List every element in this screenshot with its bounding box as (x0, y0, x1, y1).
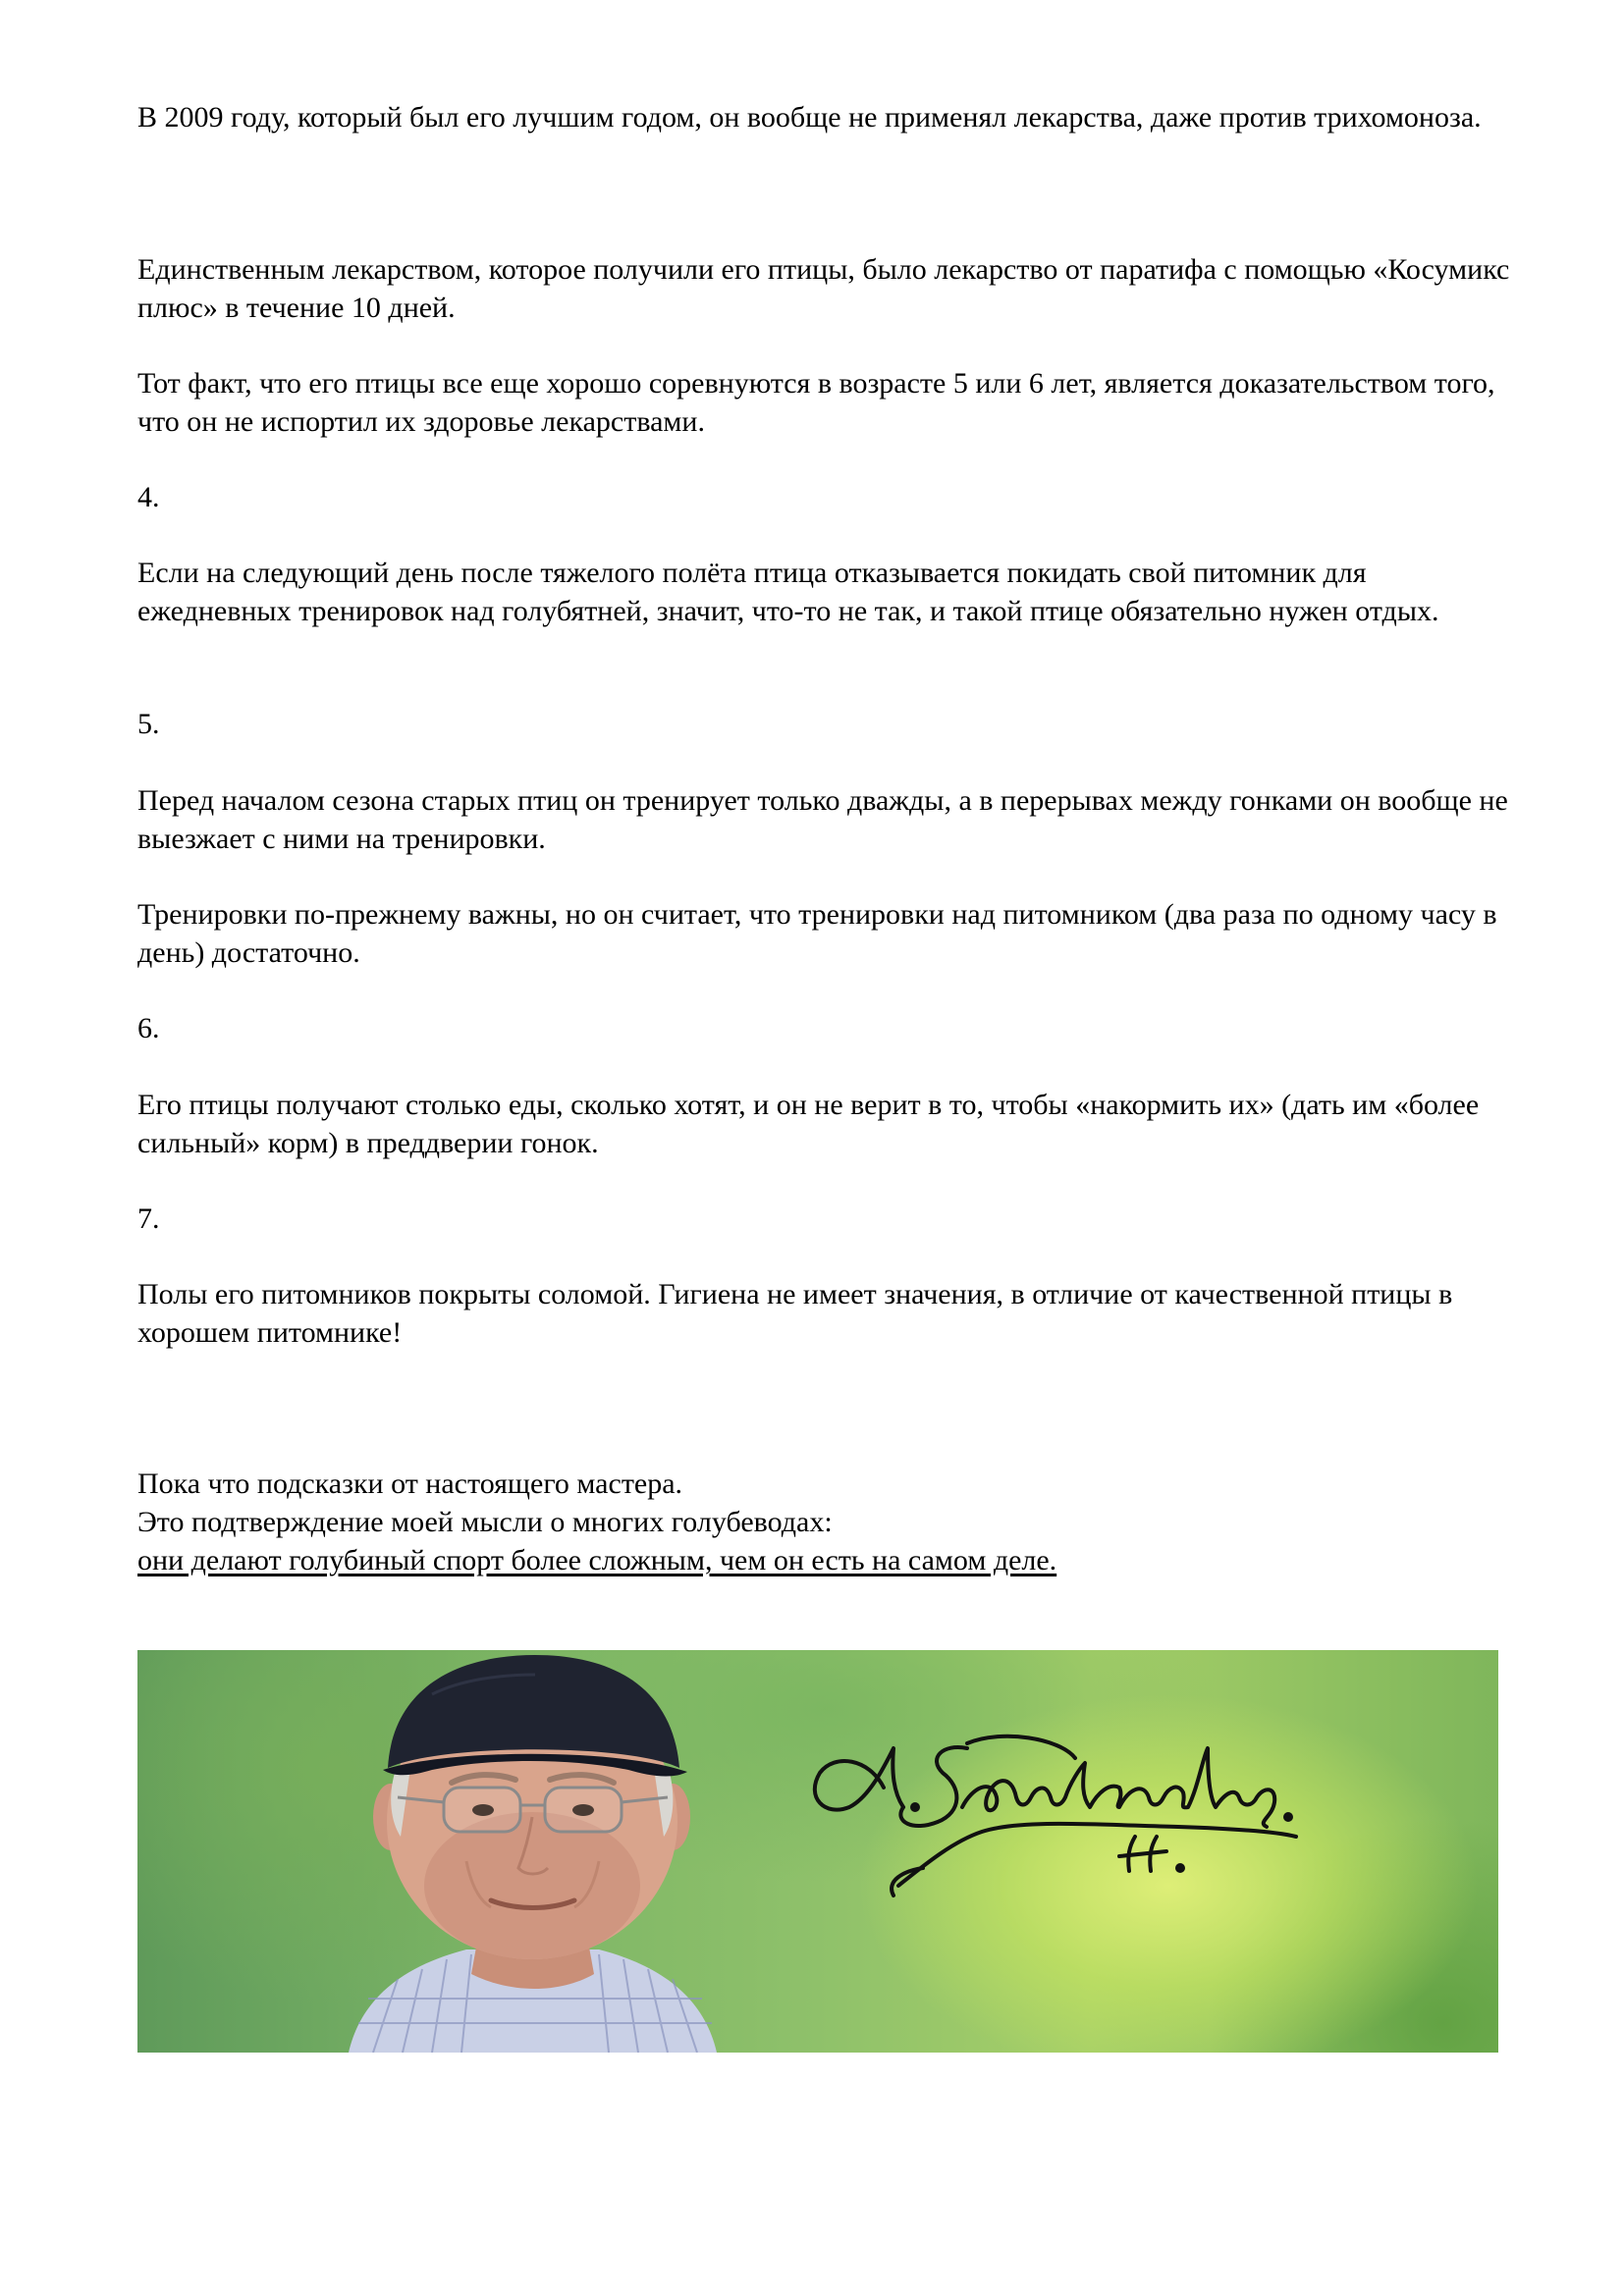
paragraph-training-old-birds: Перед началом сезона старых птиц он тренирует только дважды, а в перерывах между гонками он вообще не выезжает с ними на тренировки. (137, 784, 1508, 855)
section-number-5: 5. (137, 708, 160, 740)
signature-image (815, 1736, 1296, 1896)
portrait-photo (349, 1655, 717, 2053)
closing-line-confirmation: Это подтверждение моей мысли о многих голубеводах: (137, 1506, 833, 1538)
paragraph-loft-training: Тренировки по-прежнему важны, но он считает, что тренировки над питомником (два раза по одному часу в день) достаточно. (137, 898, 1497, 969)
paragraph-feeding: Его птицы получают столько еды, сколько хотят, и он не верит в то, чтобы «накормить их» (дать им «более сильный» корм) в преддверии гонок. (137, 1089, 1480, 1159)
paragraph-paratyphoid-medication: Единственным лекарством, которое получили его птицы, было лекарство от паратифа с помощью «Косумикс плюс» в течение 10 дней. (137, 253, 1510, 324)
section-number-6: 6. (137, 1012, 160, 1044)
banner-illustration (137, 1650, 1498, 2053)
closing-line-master-tips: Пока что подсказки от настоящего мастера. (137, 1468, 683, 1500)
paragraph-no-medication-2009: В 2009 году, который был его лучшим годом, он вообще не применял лекарства, даже против трихомоноза. (137, 101, 1482, 133)
paragraph-straw-floors: Полы его питомников покрыты соломой. Гигиена не имеет значения, в отличие от качественной птицы в хорошем питомнике! (137, 1278, 1453, 1349)
paragraph-rest-after-flight: Если на следующий день после тяжелого полёта птица отказывается покидать свой питомник для ежедневных тренировок над голубятней, значит, что-то не так, и такой птице обязательно нужен отдых. (137, 557, 1439, 627)
section-number-4: 4. (137, 481, 160, 513)
closing-line-underlined-conclusion: они делают голубиный спорт более сложным, чем он есть на самом деле. (137, 1544, 1057, 1576)
section-number-7: 7. (137, 1202, 160, 1235)
paragraph-health-evidence: Тот факт, что его птицы все еще хорошо соревнуются в возрасте 5 или 6 лет, является доказательством того, что он не испортил их здоровье лекарствами. (137, 367, 1495, 438)
portrait-signature-banner (137, 1650, 1498, 2053)
